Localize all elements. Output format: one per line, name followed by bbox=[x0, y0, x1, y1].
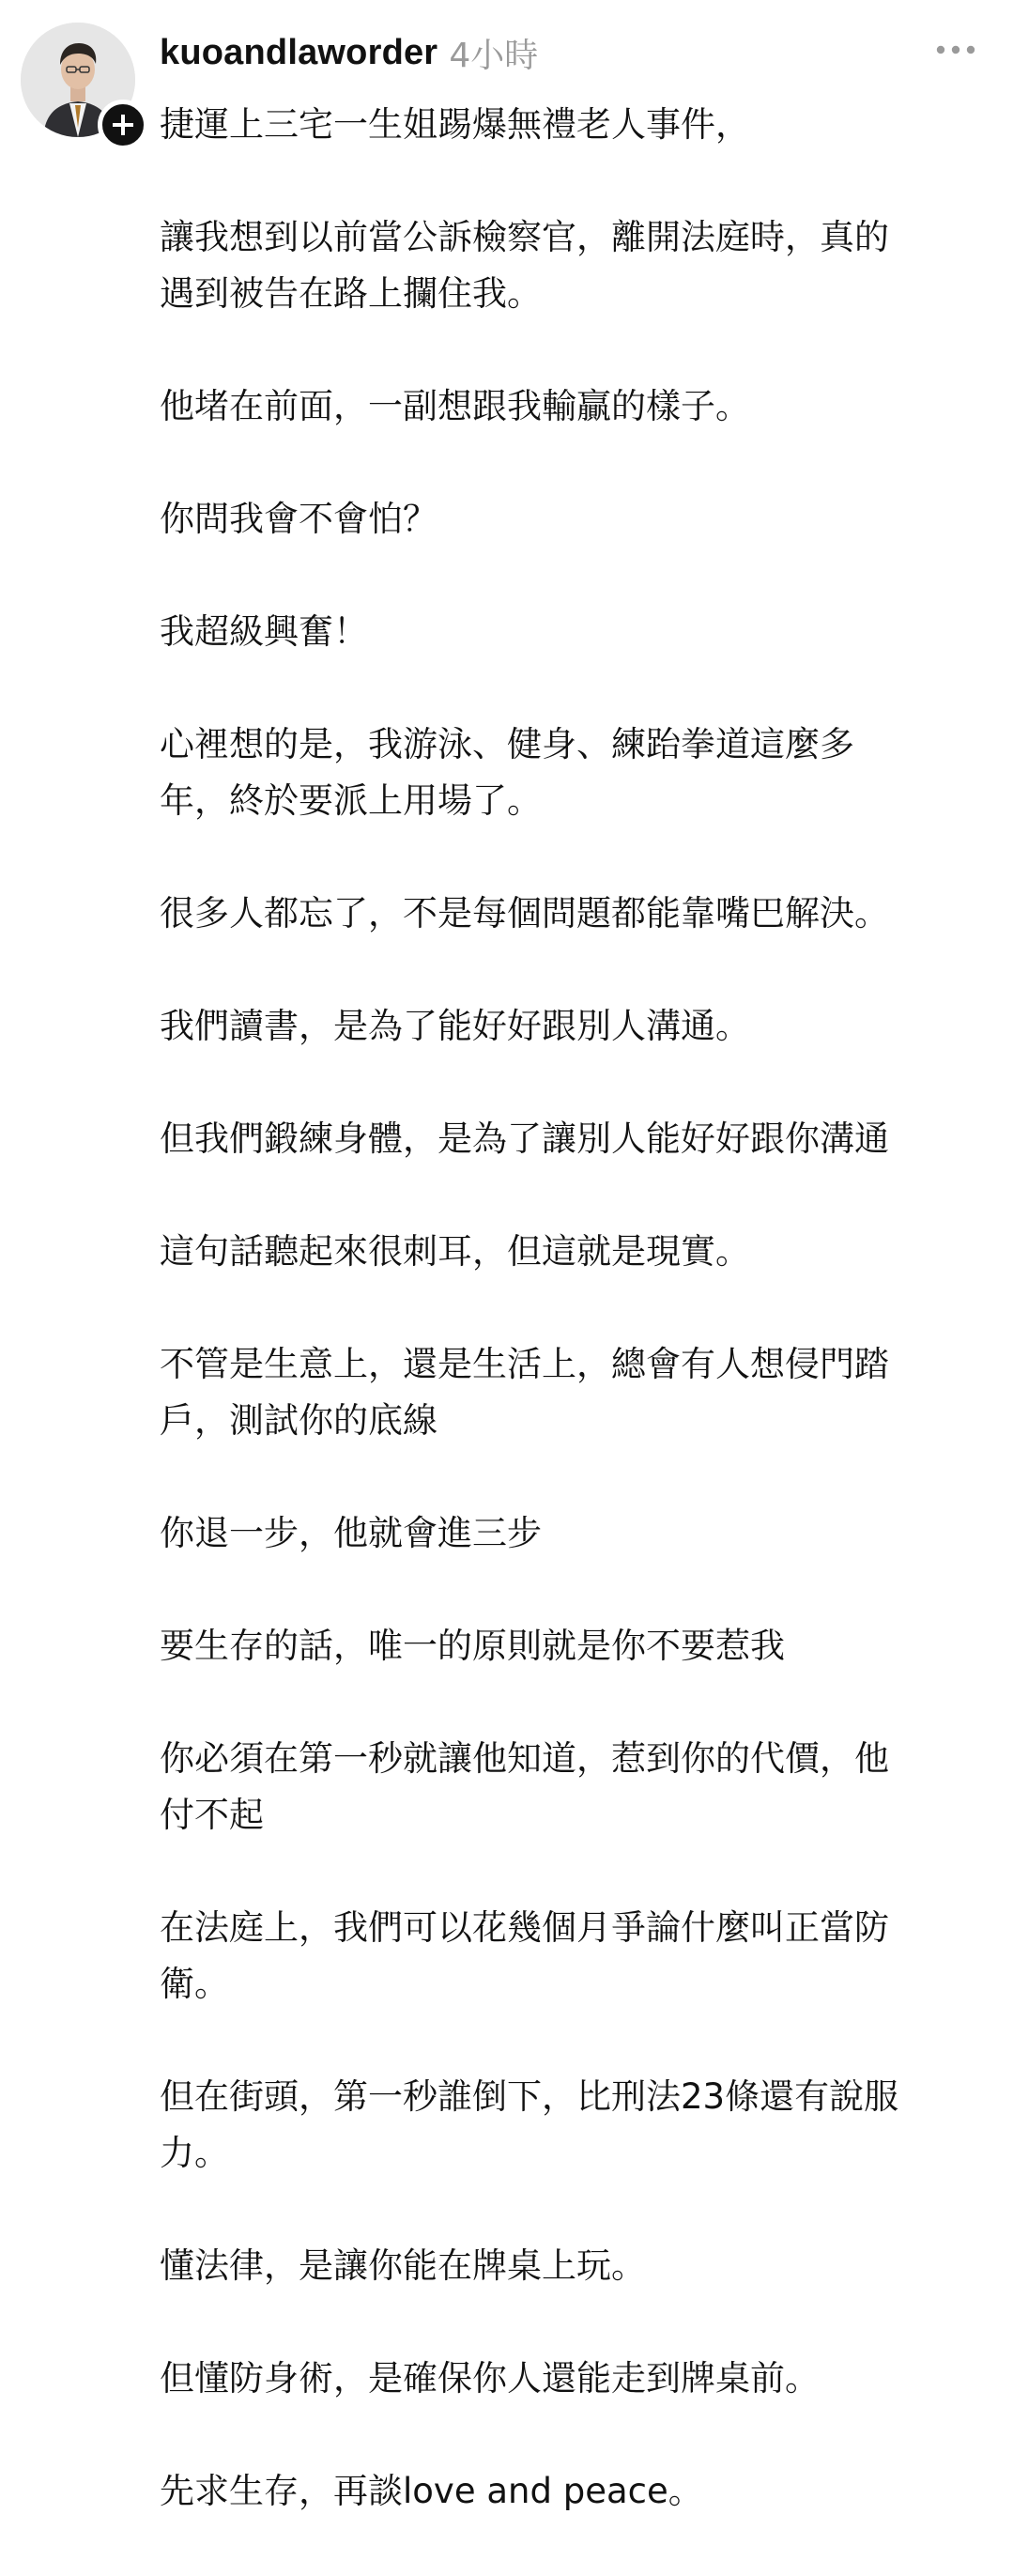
post-paragraph: 捷運上三宅一生姐踢爆無禮老人事件， bbox=[160, 104, 750, 145]
follow-button[interactable] bbox=[98, 100, 148, 150]
username-link[interactable]: kuoandlaworder bbox=[160, 32, 438, 72]
post-paragraph: 你問我會不會怕？ bbox=[160, 499, 437, 539]
plus-icon bbox=[111, 113, 135, 137]
post-paragraph: 我們讀書，是為了能好好跟別人溝通。 bbox=[160, 1006, 750, 1046]
post-paragraph: 先求生存，再談love and peace。 bbox=[160, 2471, 703, 2511]
post-paragraph: 不管是生意上，還是生活上，總會有人想侵門踏 戶，測試你的底線 bbox=[160, 1344, 889, 1441]
post-paragraph: 心裡想的是，我游泳、健身、練跆拳道這麼多 年，終於要派上用場了。 bbox=[160, 724, 854, 821]
post-body bbox=[160, 97, 967, 2576]
more-horizontal-icon bbox=[935, 44, 976, 55]
post-header bbox=[160, 26, 538, 79]
avatar-container bbox=[21, 23, 135, 137]
more-options-button[interactable] bbox=[928, 34, 984, 66]
post-timestamp: 4小時 bbox=[449, 36, 539, 75]
post-paragraph: 但我們鍛練身體，是為了讓別人能好好跟你溝通 bbox=[160, 1118, 889, 1159]
post-paragraph: 很多人都忘了，不是每個問題都能靠嘴巴解決。 bbox=[160, 893, 889, 933]
post-paragraph: 你必須在第一秒就讓他知道，惹到你的代價，他 付不起 bbox=[160, 1738, 889, 1835]
post-paragraph: 懂法律，是讓你能在牌桌上玩。 bbox=[160, 2245, 646, 2286]
post-paragraph: 在法庭上，我們可以花幾個月爭論什麼叫正當防 衛。 bbox=[160, 1907, 889, 2004]
post-paragraph: 這句話聽起來很刺耳，但這就是現實。 bbox=[160, 1231, 750, 1272]
post-paragraph: 我超級興奮！ bbox=[160, 611, 368, 652]
post-paragraph: 讓我想到以前當公訴檢察官，離開法庭時，真的 遇到被告在路上攔住我。 bbox=[160, 217, 889, 314]
post-paragraph: 他堵在前面，一副想跟我輸贏的樣子。 bbox=[160, 386, 750, 426]
post-paragraph: 要生存的話，唯一的原則就是你不要惹我 bbox=[160, 1626, 785, 1666]
post-paragraph: 你退一步，他就會進三步 bbox=[160, 1513, 542, 1553]
post-paragraph: 但在街頭，第一秒誰倒下，比刑法23條還有說服 力。 bbox=[160, 2076, 899, 2173]
post-paragraph: 但懂防身術，是確保你人還能走到牌桌前。 bbox=[160, 2358, 820, 2399]
